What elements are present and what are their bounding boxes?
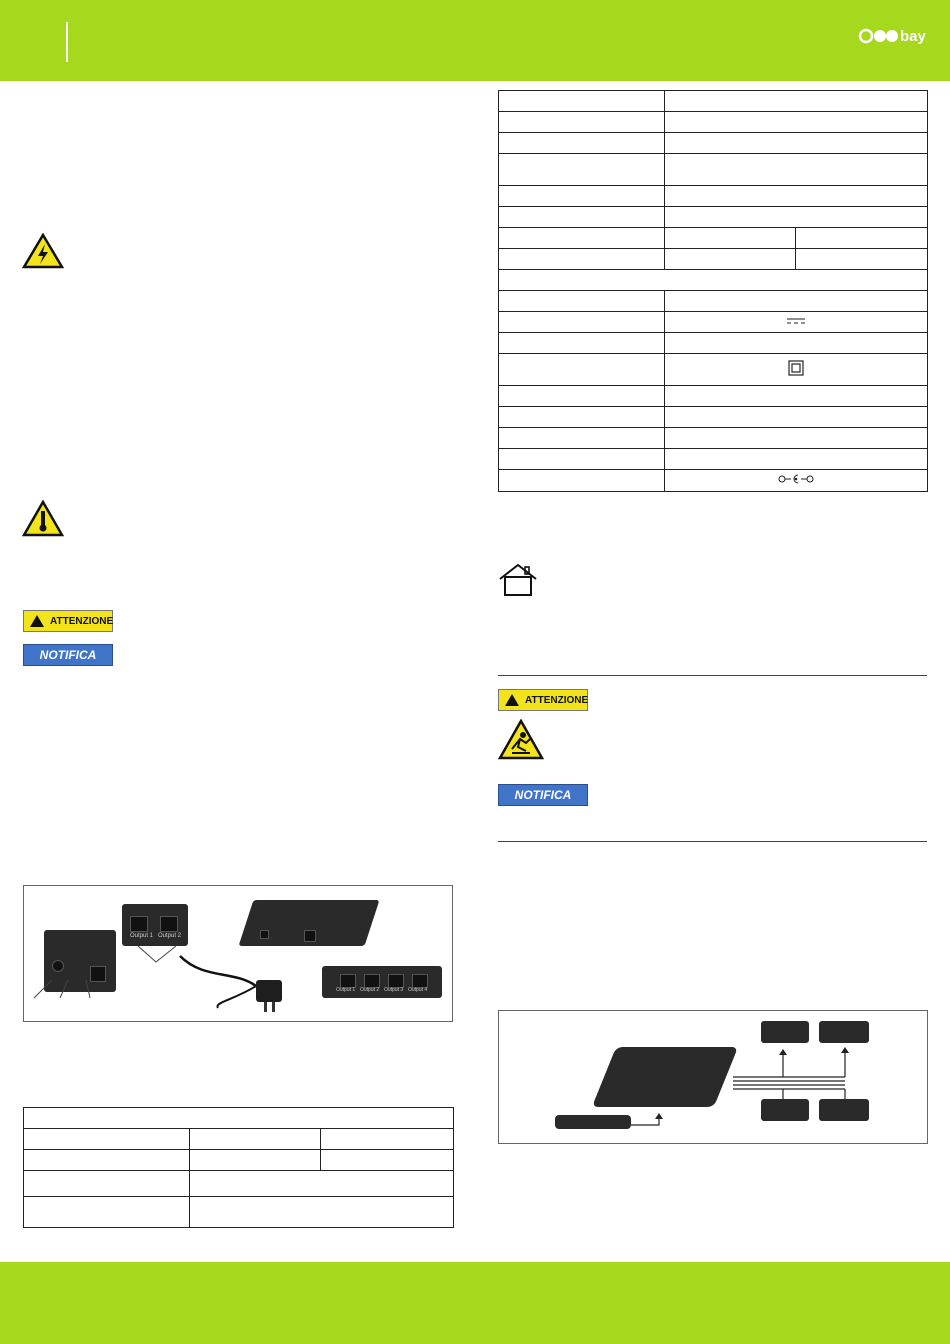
table-cell: [665, 291, 928, 312]
output-port-icon: [412, 974, 428, 988]
footer-bar: [0, 1262, 950, 1344]
table-row: [499, 291, 928, 312]
tripping-hazard-warning-icon: [498, 719, 544, 760]
spec-table-left: [23, 1107, 454, 1228]
output-label: Output 4: [408, 987, 428, 993]
input-port-icon: [304, 930, 316, 942]
table-row: [499, 333, 928, 354]
output-label: Output 1: [336, 987, 356, 993]
table-row: [24, 1171, 454, 1197]
notice-badge: [23, 644, 113, 666]
output-label: Output 3: [384, 987, 404, 993]
table-row: [499, 249, 928, 270]
table-cell: [190, 1197, 454, 1228]
warning-triangle-icon: [505, 694, 519, 706]
header-bar: [0, 0, 950, 81]
table-row: [499, 354, 928, 386]
table-row: [499, 428, 928, 449]
table-cell: [499, 386, 665, 407]
table-cell: [24, 1197, 190, 1228]
table-row: [499, 407, 928, 428]
svg-text:bay: bay: [900, 28, 926, 45]
table-row: [499, 312, 928, 333]
table-cell: [499, 207, 665, 228]
section-divider: [498, 675, 927, 676]
output-label: Output 1: [130, 933, 154, 939]
brand-logo-icon: [858, 24, 928, 48]
input-arrow-icon: [631, 1113, 665, 1127]
receiver-device: [819, 1021, 869, 1043]
table-row: [24, 1197, 454, 1228]
product-figure: [23, 885, 453, 1022]
table-cell: [499, 112, 665, 133]
table-row: [499, 228, 928, 249]
output-port-icon: [388, 974, 404, 988]
table-cell: [796, 249, 928, 270]
table-cell: [665, 428, 928, 449]
table-cell: [665, 449, 928, 470]
table-cell: [665, 333, 928, 354]
indoor-use-house-icon: [498, 563, 538, 597]
table-cell: [665, 112, 928, 133]
table-cell: [499, 154, 665, 186]
header-divider: [66, 22, 68, 62]
output-port-icon: [340, 974, 356, 988]
table-cell: [665, 91, 928, 112]
table-cell: [499, 133, 665, 154]
table-cell: [665, 133, 928, 154]
table-cell: [665, 470, 928, 492]
amplifier-device: [761, 1021, 809, 1043]
attention-badge: [23, 610, 113, 632]
receiver-device: [819, 1099, 869, 1121]
table-cell: [24, 1108, 454, 1129]
notice-badge: [498, 784, 588, 806]
direct-current-symbol-icon: [786, 317, 806, 325]
table-cell: [665, 407, 928, 428]
table-cell: [796, 228, 928, 249]
table-cell: [499, 354, 665, 386]
table-cell: [24, 1129, 190, 1150]
spec-table-right: [498, 90, 928, 492]
table-cell: [665, 354, 928, 386]
table-row: [24, 1129, 454, 1150]
device-main-box: [592, 1047, 738, 1107]
notice-label: NOTIFICA: [39, 648, 97, 662]
output-label: Output 2: [360, 987, 380, 993]
table-cell: [665, 249, 796, 270]
table-cell: [499, 91, 665, 112]
table-row: [499, 270, 928, 291]
table-cell: [499, 449, 665, 470]
input-port-icon: [260, 930, 269, 939]
table-row: [499, 91, 928, 112]
table-cell: [665, 228, 796, 249]
attention-badge: [498, 689, 588, 711]
power-adapter-icon: [174, 950, 294, 1016]
table-cell: [665, 312, 928, 333]
section-divider: [498, 841, 927, 842]
attention-label: ATTENZIONE: [50, 615, 114, 627]
table-row: [24, 1108, 454, 1129]
notice-label: NOTIFICA: [514, 788, 572, 802]
table-row: [499, 112, 928, 133]
output-label: Output 2: [158, 933, 182, 939]
temperature-warning-icon: [22, 500, 64, 537]
warning-triangle-icon: [30, 615, 44, 627]
table-row: [499, 207, 928, 228]
power-port-icon: [52, 960, 64, 972]
table-row: [499, 470, 928, 492]
table-cell: [499, 249, 665, 270]
protection-class-ii-icon: [788, 360, 804, 376]
table-row: [24, 1150, 454, 1171]
table-cell: [24, 1150, 190, 1171]
table-row: [499, 386, 928, 407]
amplifier-device: [761, 1099, 809, 1121]
table-cell: [190, 1171, 454, 1197]
table-cell: [665, 154, 928, 186]
output-port-icon: [364, 974, 380, 988]
table-cell: [321, 1150, 454, 1171]
table-cell: [499, 270, 928, 291]
table-cell: [499, 186, 665, 207]
callout-lines: [30, 978, 100, 1000]
attention-label: ATTENZIONE: [525, 694, 589, 706]
table-cell: [24, 1171, 190, 1197]
brand-logo: [858, 24, 928, 48]
table-cell: [190, 1150, 321, 1171]
table-cell: [665, 186, 928, 207]
table-cell: [499, 407, 665, 428]
output-port-icon: [130, 916, 148, 932]
table-cell: [499, 470, 665, 492]
table-cell: [190, 1129, 321, 1150]
table-row: [499, 133, 928, 154]
source-player-device: [555, 1115, 631, 1129]
table-row: [499, 154, 928, 186]
table-cell: [665, 386, 928, 407]
output-port-icon: [160, 916, 178, 932]
table-cell: [499, 312, 665, 333]
table-cell: [499, 291, 665, 312]
setup-figure: [498, 1010, 928, 1144]
table-cell: [499, 333, 665, 354]
table-cell: [321, 1129, 454, 1150]
table-cell: [665, 207, 928, 228]
table-cell: [499, 228, 665, 249]
electric-shock-warning-icon: [22, 233, 64, 269]
table-cell: [499, 428, 665, 449]
table-row: [499, 449, 928, 470]
polarity-symbol-icon: [778, 474, 814, 484]
table-row: [499, 186, 928, 207]
